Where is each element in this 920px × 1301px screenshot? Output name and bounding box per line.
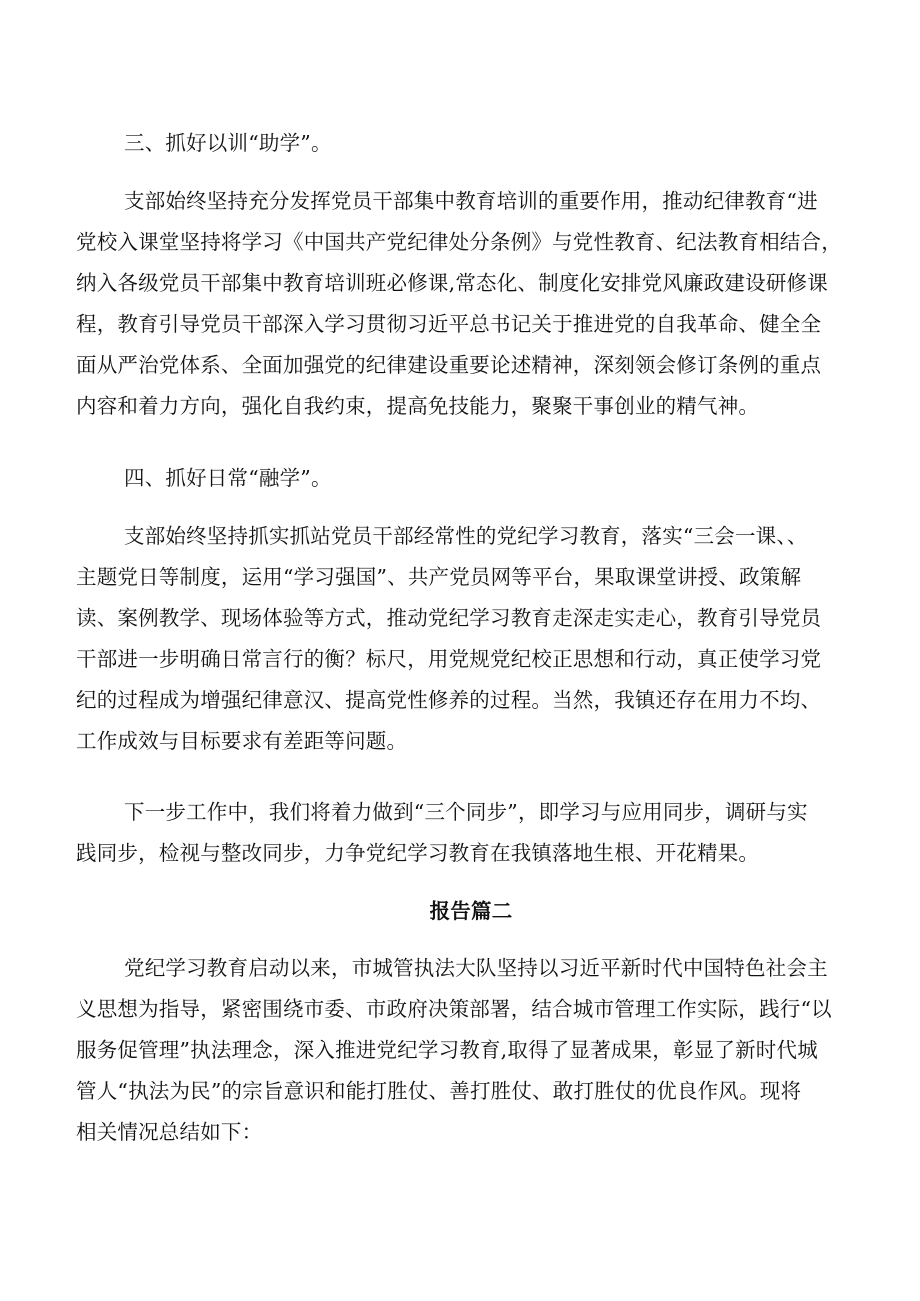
text-line: 干部进一步明确日常言行的衡？标尺，用党规党纪校正思想和行动，真正使学习党	[76, 647, 822, 671]
text-line: 义思想为指导，紧密围绕市委、市政府决策部署，结合城市管理工作实际，践行“以	[76, 997, 832, 1021]
text-line: 党校入课堂坚持将学习《中国共产党纪律处分条例》与党性教育、纪法教育相结合，	[76, 230, 842, 254]
text-line: 践同步，检视与整改同步，力争党纪学习教育在我镇落地生根、开花精果。	[76, 841, 760, 865]
text-line: 管人“执法为民”的宗旨意识和能打胜仗、善打胜仗、敢打胜仗的优良作风。现将	[76, 1079, 802, 1103]
text-line: 面从严治党体系、全面加强党的纪律建设重要论述精神，深刻领会修订条例的重点	[76, 353, 822, 377]
section-heading-3	[76, 123, 866, 164]
text-line: 工作成效与目标要求有差距等问题。	[76, 729, 408, 753]
text-line: 支部始终坚持抓实抓站党员干部经常性的党纪学习教育，落实“三会一课、、	[124, 524, 808, 548]
section-heading-4	[76, 458, 866, 499]
report-title	[76, 891, 866, 932]
text-line: 党纪学习教育启动以来，市城管执法大队坚持以习近平新时代中国特色社会主	[124, 956, 828, 980]
paragraph-next-steps	[76, 792, 866, 874]
report-title-text: 报告篇二	[429, 899, 513, 923]
text-line: 程，教育引导党员干部深入学习贯彻习近平总书记关于推进党的自我革命、健全全	[76, 312, 822, 336]
paragraph-daily-study	[76, 516, 866, 762]
text-line: 相关情况总结如下：	[76, 1120, 263, 1144]
text-line: 纪的过程成为增强纪律意汉、提高党性修养的过程。当然，我镇还存在用力不均、	[76, 688, 822, 712]
text-line: 内容和着力方向，强化自我约束，提高免技能力，聚聚干事创业的精气神。	[76, 394, 760, 418]
text-line: 主题党日等制度，运用“学习强国”、共产党员网等平台，果取课堂讲授、政策解	[76, 565, 802, 589]
text-line: 下一步工作中，我们将着力做到“三个同步”，即学习与应用同步，调研与实	[124, 800, 808, 824]
text-line: 四、抓好日常“融学”。	[124, 466, 332, 490]
text-line: 三、抓好以训“助学”。	[124, 131, 332, 155]
text-line: 服务促管理”执法理念，深入推进党纪学习教育,取得了显著成果，彰显了新时代城	[76, 1038, 818, 1062]
text-line: 支部始终坚持充分发挥党员干部集中教育培训的重要作用，推动纪律教育“进	[124, 189, 818, 213]
text-line: 读、案例教学、现场体验等方式，推动党纪学习教育走深走实走心，教育引导党员	[76, 606, 822, 630]
paragraph-study-training	[76, 181, 866, 427]
paragraph-report-intro	[76, 948, 866, 1153]
text-line: 纳入各级党员干部集中教育培训班必修课,常态化、制度化安排党风廉政建设研修课	[76, 271, 828, 295]
